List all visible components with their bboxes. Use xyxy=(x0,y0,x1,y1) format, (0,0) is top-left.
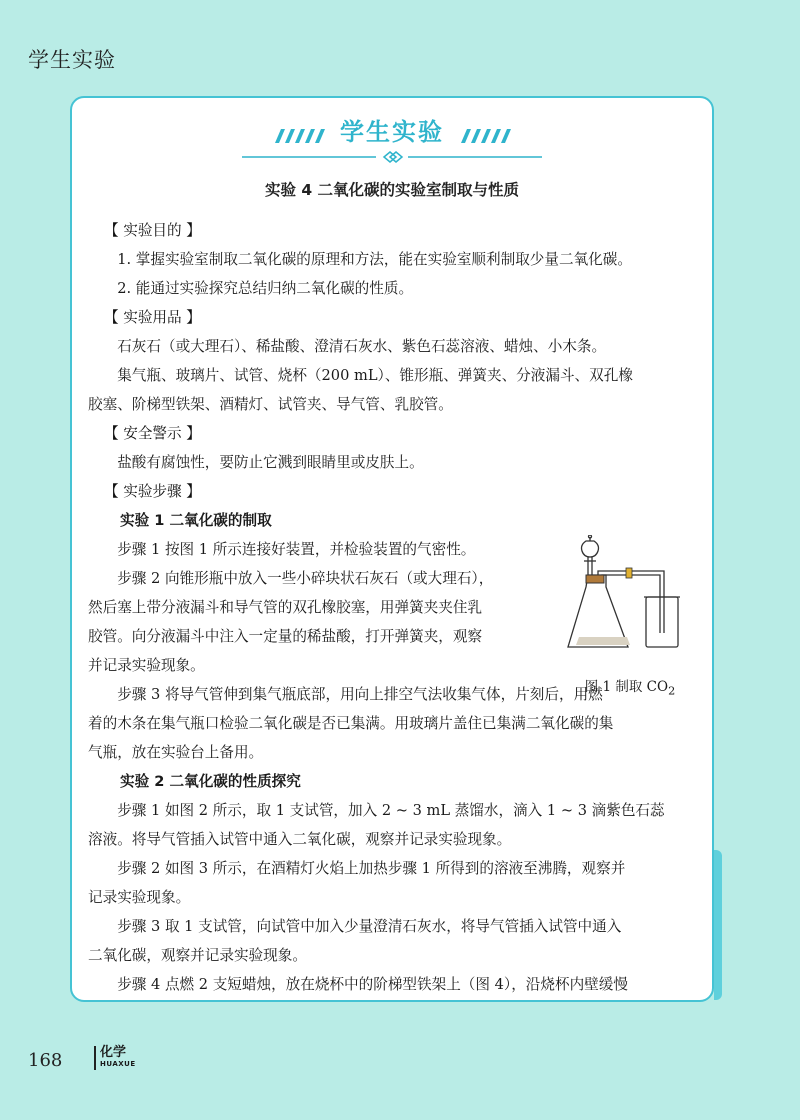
exp1-step3-line1: 步骤 3 将导气管伸到集气瓶底部，用向上排空气法收集气体，片刻后，用燃 xyxy=(117,686,603,703)
stripes-left-icon xyxy=(271,129,327,143)
experiment-title: 实验 4 二氧化碳的实验室制取与性质 xyxy=(264,181,520,199)
co2-apparatus-diagram xyxy=(564,535,696,667)
exp1-step2-line1: 步骤 2 向锥形瓶中放入一些小碎块状石灰石（或大理石）， xyxy=(117,570,494,587)
exp1-step3-line3: 气瓶，放在实验台上备用。 xyxy=(88,744,264,761)
exp2-step1-line2: 溶液。将导气管插入试管中通入二氧化碳，观察并记录实验现象。 xyxy=(88,831,512,848)
experiment-2-title: 实验 2 二氧化碳的性质探究 xyxy=(120,773,301,790)
footer-divider xyxy=(94,1046,96,1070)
figure-1-caption-subscript: 2 xyxy=(668,684,676,698)
materials-apparatus-line-1: 集气瓶、玻璃片、试管、烧杯（200 mL）、锥形瓶、弹簧夹、分液漏斗、双孔橡 xyxy=(117,367,633,384)
running-head: 学生实验 xyxy=(28,48,116,72)
exp1-step3-line2: 着的木条在集气瓶口检验二氧化碳是否已集满。用玻璃片盖住已集满二氧化碳的集 xyxy=(88,715,614,732)
heading-materials: 【 实验用品 】 xyxy=(104,309,201,326)
banner-rule-ornament xyxy=(242,150,542,164)
subject-logo-pinyin: HUAXUE xyxy=(100,1060,136,1068)
exp2-step3-line2: 二氧化碳，观察并记录实验现象。 xyxy=(88,947,307,964)
materials-apparatus xyxy=(88,361,696,390)
materials-chemicals: 石灰石（或大理石）、稀盐酸、澄清石灰水、紫色石蕊溶液、蜡烛、小木条。 xyxy=(117,338,607,355)
exp1-step2-line4: 并记录实验现象。 xyxy=(88,657,205,674)
figure-1 xyxy=(564,535,696,705)
exp1-step2-line3: 胶管。向分液漏斗中注入一定量的稀盐酸，打开弹簧夹，观察 xyxy=(88,628,483,645)
experiment-body xyxy=(88,216,696,999)
purpose-item-2: 2. 能通过实验探究总结归纳二氧化碳的性质。 xyxy=(117,280,414,297)
materials-apparatus-cont: 胶塞、阶梯型铁架、酒精灯、试管夹、导气管、乳胶管。 xyxy=(88,396,453,413)
exp2-step2-line2: 记录实验现象。 xyxy=(88,889,191,906)
exp1-step2-line2: 然后塞上带分液漏斗和导气管的双孔橡胶塞，用弹簧夹夹住乳 xyxy=(88,599,483,616)
exp1-step1: 步骤 1 按图 1 所示连接好装置，并检验装置的气密性。 xyxy=(117,541,476,558)
figure-1-caption-text: 图 1 制取 CO xyxy=(584,679,669,695)
experiment-1-title: 实验 1 二氧化碳的制取 xyxy=(120,512,272,529)
heading-safety: 【 安全警示 】 xyxy=(104,425,201,442)
banner-title: 学生实验 xyxy=(340,118,444,146)
purpose-item-1: 1. 掌握实验室制取二氧化碳的原理和方法，能在实验室顺利制取少量二氧化碳。 xyxy=(117,251,632,268)
exp2-step3-line1: 步骤 3 取 1 支试管，向试管中加入少量澄清石灰水，将导气管插入试管中通入 xyxy=(117,918,622,935)
heading-purpose: 【 实验目的 】 xyxy=(104,222,201,239)
subject-logo-chinese: 化学 xyxy=(100,1045,127,1060)
page-number: 168 xyxy=(28,1050,63,1071)
exp2-step2-line1: 步骤 2 如图 3 所示，在酒精灯火焰上加热步骤 1 所得到的溶液至沸腾，观察并 xyxy=(117,860,626,877)
subject-logo xyxy=(100,1046,136,1069)
stripes-right-icon xyxy=(457,129,513,143)
heading-steps: 【 实验步骤 】 xyxy=(104,483,201,500)
content-card xyxy=(70,96,714,1002)
exp2-step1-line1: 步骤 1 如图 2 所示，取 1 支试管，加入 2 ~ 3 mL 蒸馏水，滴入 1 ~ 3 滴紫色石蕊 xyxy=(117,802,665,819)
exp2-step4-line1: 步骤 4 点燃 2 支短蜡烛，放在烧杯中的阶梯型铁架上（图 4），沿烧杯内壁缓慢 xyxy=(117,976,628,993)
safety-text: 盐酸有腐蚀性，要防止它溅到眼睛里或皮肤上。 xyxy=(117,454,424,471)
figure-1-caption xyxy=(564,673,696,706)
page-edge-tab xyxy=(714,850,722,1000)
